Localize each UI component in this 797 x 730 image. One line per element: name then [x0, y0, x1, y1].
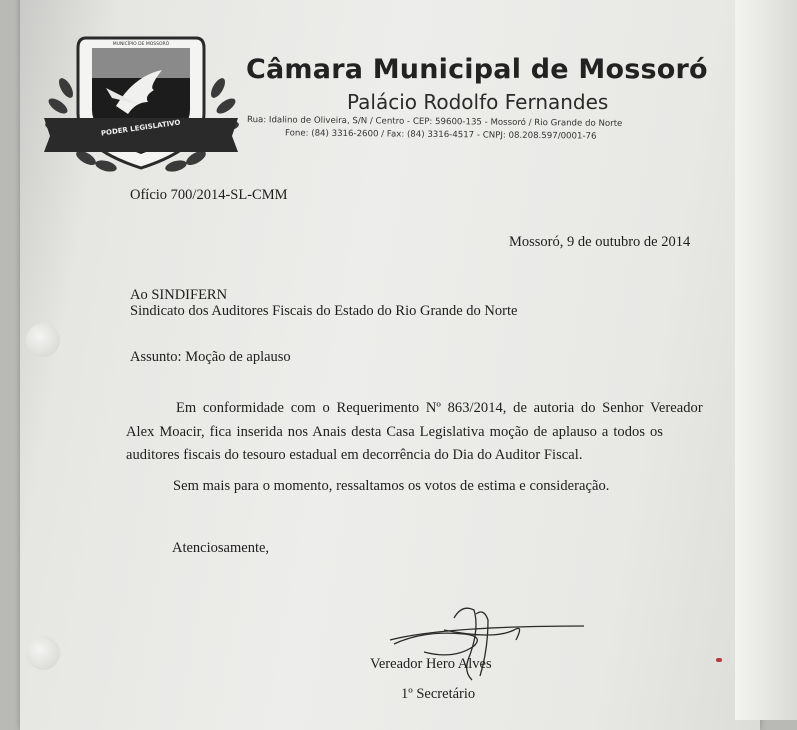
institution-contacts: Fone: (84) 3316-2600 / Fax: (84) 3316-4517 - CNPJ: 08.208.597/0001-76	[284, 128, 597, 142]
closing-line: Sem mais para o momento, ressaltamos os votos de estima e consideração.	[173, 478, 610, 494]
body-line-2: Alex Moacir, fica inserida nos Anais desta Casa Legislativa moção de aplauso a todos os	[126, 424, 663, 440]
body-line-1: Em conformidade com o Requerimento Nº 863/2014, de autoria do Senhor Vereador	[176, 400, 703, 416]
salutation: Atenciosamente,	[172, 540, 270, 556]
letter-subject: Assunto: Moção de aplauso	[130, 349, 291, 365]
body-line-3: auditores fiscais do tesouro estadual em decorrência do Dia do Auditor Fiscal.	[126, 447, 583, 463]
seal-banner-text: PODER LEGISLATIVO	[100, 118, 181, 138]
signer-name: Vereador Hero Alves	[370, 656, 492, 672]
recipient-line-1: Ao SINDIFERN	[130, 287, 228, 303]
letter-reference: Ofício 700/2014-SL-CMM	[130, 187, 288, 203]
handwritten-signature-icon	[384, 600, 594, 690]
ink-mark	[716, 658, 722, 662]
institution-title: Câmara Municipal de Mossoró	[246, 54, 708, 85]
institution-address: Rua: Idalino de Oliveira, S/N / Centro - CEP: 59600-135 - Mossoró / Rio Grande do Norte	[246, 115, 623, 129]
institution-subtitle: Palácio Rodolfo Fernandes	[347, 90, 609, 114]
letter-place-date: Mossoró, 9 de outubro de 2014	[509, 234, 691, 250]
seal-top-text: MUNICÍPIO DE MOSSORÓ	[112, 42, 170, 47]
background-edge	[735, 0, 797, 720]
punch-hole	[26, 636, 60, 670]
punch-hole	[26, 323, 60, 357]
legislative-seal-icon	[36, 18, 246, 183]
recipient-line-2: Sindicato dos Auditores Fiscais do Estado do Rio Grande do Norte	[130, 303, 518, 319]
signer-role: 1º Secretário	[401, 686, 476, 702]
